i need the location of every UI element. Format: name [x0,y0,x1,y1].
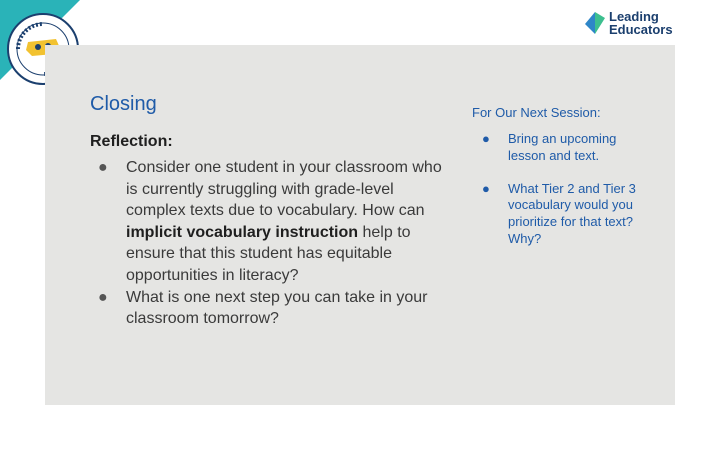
bullet-icon: ● [482,131,490,146]
next-session-list [482,131,652,264]
bullet-icon: ● [482,180,490,196]
bullet-icon: ● [98,159,108,176]
list-item: ● What Tier 2 and Tier 3 vocabulary would you prioritize for that text? Why? [482,180,636,246]
reflection-label: Reflection: [90,133,173,150]
next-session-title: For Our Next Session: [472,105,601,120]
list-item: ● What is one next step you can take in your classroom tomorrow? [98,288,428,328]
bullet-icon: ● [98,288,108,306]
reflection-list [98,157,448,330]
list-item: ● Consider one student in your classroom who is currently struggling with grade-level complex texts due to vocabulary. How can implicit vocabulary instruction help to ensure that this student has equitable opportunities in literacy? [98,159,442,284]
leading-educators-mark-icon [585,12,605,34]
logo-text: Leading Educators [609,9,673,37]
list-item: ● Bring an upcoming lesson and text. [482,131,617,163]
leading-educators-logo [585,10,685,40]
slide-heading: Closing [90,93,157,115]
